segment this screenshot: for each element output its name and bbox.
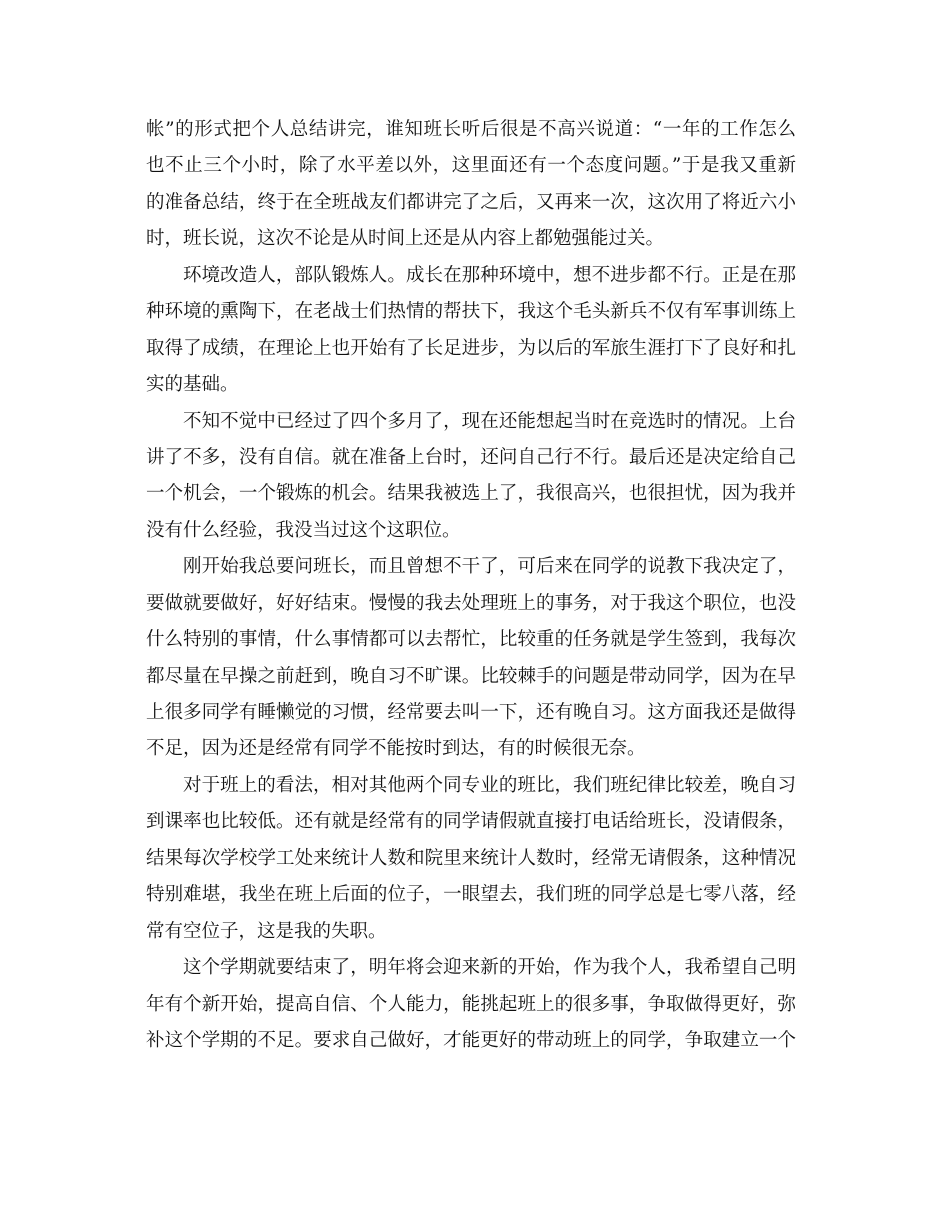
text-line: 种环境的熏陶下，在老战士们热情的帮扶下，我这个毛头新兵不仅有军事训练上 <box>146 301 796 323</box>
text-line: 特别难堪，我坐在班上后面的位子，一眼望去，我们班的同学总是七零八落，经 <box>146 884 796 906</box>
text-line: 也不止三个小时，除了水平差以外，这里面还有一个态度问题。”于是我又重新 <box>146 155 796 177</box>
paragraph-1 <box>146 112 796 258</box>
text-line: 这个学期就要结束了，明年将会迎来新的开始，作为我个人，我希望自己明 <box>183 957 796 979</box>
text-line: 一个机会，一个锻炼的机会。结果我被选上了，我很高兴，也很担忧，因为我并 <box>146 483 796 505</box>
text-line: 讲了不多，没有自信。就在准备上台时，还问自己行不行。最后还是决定给自己 <box>146 446 796 468</box>
paragraph-3 <box>146 404 796 550</box>
paragraph-5 <box>146 768 796 950</box>
text-line: 对于班上的看法，相对其他两个同专业的班比，我们班纪律比较差，晚自习 <box>183 774 796 796</box>
text-line: 什么特别的事情，什么事情都可以去帮忙，比较重的任务就是学生签到，我每次 <box>146 629 796 651</box>
paragraph-2 <box>146 258 796 404</box>
text-line: 要做就要做好，好好结束。慢慢的我去处理班上的事务，对于我这个职位，也没 <box>146 592 796 614</box>
paragraph-6 <box>146 950 796 1059</box>
text-line: 都尽量在早操之前赶到，晚自习不旷课。比较棘手的问题是带动同学，因为在早 <box>146 665 796 687</box>
text-line: 到课率也比较低。还有就是经常有的同学请假就直接打电话给班长，没请假条， <box>146 811 796 833</box>
text-line: 年有个新开始，提高自信、个人能力，能挑起班上的很多事，争取做得更好，弥 <box>146 993 796 1015</box>
text-line: 帐”的形式把个人总结讲完，谁知班长听后很是不高兴说道：“一年的工作怎么 <box>146 119 796 140</box>
text-line: 结果每次学校学工处来统计人数和院里来统计人数时，经常无请假条，这种情况 <box>146 847 796 869</box>
text-line: 补这个学期的不足。要求自己做好，才能更好的带动班上的同学，争取建立一个 <box>146 1029 796 1051</box>
text-line: 没有什么经验，我没当过这个这职位。 <box>146 519 461 541</box>
text-line: 不知不觉中已经过了四个多月了，现在还能想起当时在竞选时的情况。上台 <box>183 410 796 432</box>
text-line: 取得了成绩，在理论上也开始有了长足进步，为以后的军旅生涯打下了良好和扎 <box>146 337 796 359</box>
text-line: 时，班长说，这次不论是从时间上还是从内容上都勉强能过关。 <box>146 228 665 250</box>
text-line: 上很多同学有睡懒觉的习惯，经常要去叫一下，还有晚自习。这方面我还是做得 <box>146 702 796 723</box>
paragraph-4 <box>146 549 796 768</box>
text-line: 环境改造人，部队锻炼人。成长在那种环境中，想不进步都不行。正是在那 <box>183 264 796 286</box>
text-line: 刚开始我总要问班长，而且曾想不干了，可后来在同学的说教下我决定了， <box>183 556 796 578</box>
text-line: 不足，因为还是经常有同学不能按时到达，有的时候很无奈。 <box>146 738 646 760</box>
document-body <box>146 112 796 1059</box>
text-line: 常有空位子，这是我的失职。 <box>146 920 387 942</box>
text-line: 的准备总结，终于在全班战友们都讲完了之后，又再来一次，这次用了将近六小 <box>146 191 796 213</box>
text-line: 实的基础。 <box>146 374 239 396</box>
